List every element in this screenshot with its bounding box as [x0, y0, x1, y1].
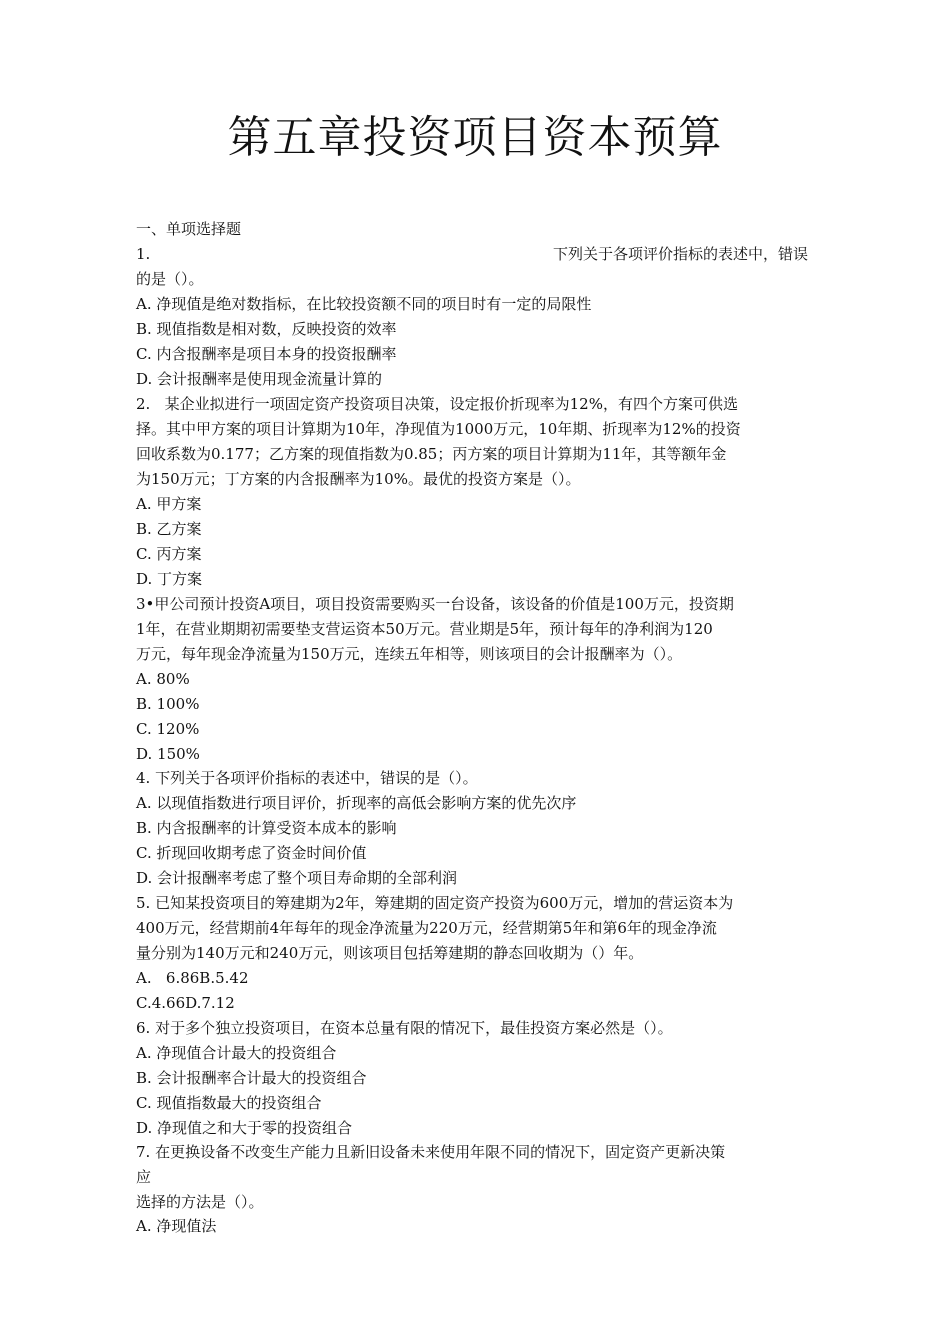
option-a: A. 净现值合计最大的投资组合: [136, 1044, 337, 1062]
question-1-stem: [136, 243, 808, 265]
question-2-line: 回收系数为0.177；乙方案的现值指数为0.85；丙方案的项目计算期为11年，其等额年金: [136, 445, 727, 463]
question-3-line: 1年，在营业期期初需要垫支营运资本50万元。营业期是5年，预计每年的净利润为120: [136, 620, 713, 638]
question-3-line: 3•甲公司预计投资A项目，项目投资需要购买一台设备，该设备的价值是100万元，投资期: [136, 595, 734, 613]
question-3-line: 万元，每年现金净流量为150万元，连续五年相等，则该项目的会计报酬率为（）。: [136, 645, 683, 663]
option-a: A. 80%: [136, 670, 190, 688]
question-7-line: 应: [136, 1168, 152, 1186]
question-2-line: 为150万元；丁方案的内含报酬率为10%。最优的投资方案是（）。: [136, 470, 581, 488]
option-c: C. 折现回收期考虑了资金时间价值: [136, 844, 367, 862]
question-5-line: 5. 已知某投资项目的筹建期为2年，筹建期的固定资产投资为600万元，增加的营运资本为: [136, 894, 734, 912]
question-1-stem-cont: 的是（）。: [136, 270, 204, 288]
question-5-line: 量分别为140万元和240万元，则该项目包括筹建期的静态回收期为（）年。: [136, 944, 644, 962]
option-b: B. 会计报酬率合计最大的投资组合: [136, 1069, 367, 1087]
question-4-line: 4. 下列关于各项评价指标的表述中，错误的是（）。: [136, 769, 478, 787]
option-d: D. 会计报酬率是使用现金流量计算的: [136, 370, 383, 388]
option-b: B. 现值指数是相对数，反映投资的效率: [136, 320, 397, 338]
question-number: 1.: [136, 245, 151, 263]
option-d: D. 会计报酬率考虑了整个项目寿命期的全部利润: [136, 869, 458, 887]
question-5-line: 400万元，经营期前4年每年的现金净流量为220万元，经营期第5年和第6年的现金净流: [136, 919, 717, 937]
option-d: D. 丁方案: [136, 570, 203, 588]
option-d: D. 150%: [136, 745, 200, 763]
question-6-line: 6. 对于多个独立投资项目，在资本总量有限的情况下，最佳投资方案必然是（）。: [136, 1019, 673, 1037]
page-title: 第五章投资项目资本预算: [227, 112, 723, 163]
option-c: C. 120%: [136, 720, 200, 738]
option-d: D. 净现值之和大于零的投资组合: [136, 1119, 353, 1137]
section-heading: 一、单项选择题: [136, 220, 242, 238]
option-a: A. 净现值法: [136, 1217, 217, 1235]
question-2-line: 2. 某企业拟进行一项固定资产投资项目决策，设定报价折现率为12%，有四个方案可供选: [136, 395, 738, 413]
question-7-line: 选择的方法是（）。: [136, 1193, 264, 1211]
option-a: A. 净现值是绝对数指标，在比较投资额不同的项目时有一定的局限性: [136, 295, 592, 313]
option-a-b: A. 6.86B.5.42: [136, 969, 249, 987]
question-7-line: 7. 在更换设备不改变生产能力且新旧设备未来使用年限不同的情况下，固定资产更新决策: [136, 1143, 726, 1161]
option-c: C. 内含报酬率是项目本身的投资报酬率: [136, 345, 397, 363]
option-a: A. 甲方案: [136, 495, 202, 513]
option-b: B. 100%: [136, 695, 200, 713]
option-c: C. 现值指数最大的投资组合: [136, 1094, 322, 1112]
option-b: B. 乙方案: [136, 520, 202, 538]
question-2-line: 择。其中甲方案的项目计算期为10年，净现值为1000万元，10年期、折现率为12%的投资: [136, 420, 741, 438]
option-a: A. 以现值指数进行项目评价，折现率的高低会影响方案的优先次序: [136, 794, 577, 812]
option-b: B. 内含报酬率的计算受资本成本的影响: [136, 819, 397, 837]
option-c-d: C.4.66D.7.12: [136, 994, 235, 1012]
option-c: C. 丙方案: [136, 545, 202, 563]
question-text: 下列关于各项评价指标的表述中，错误: [552, 245, 808, 263]
